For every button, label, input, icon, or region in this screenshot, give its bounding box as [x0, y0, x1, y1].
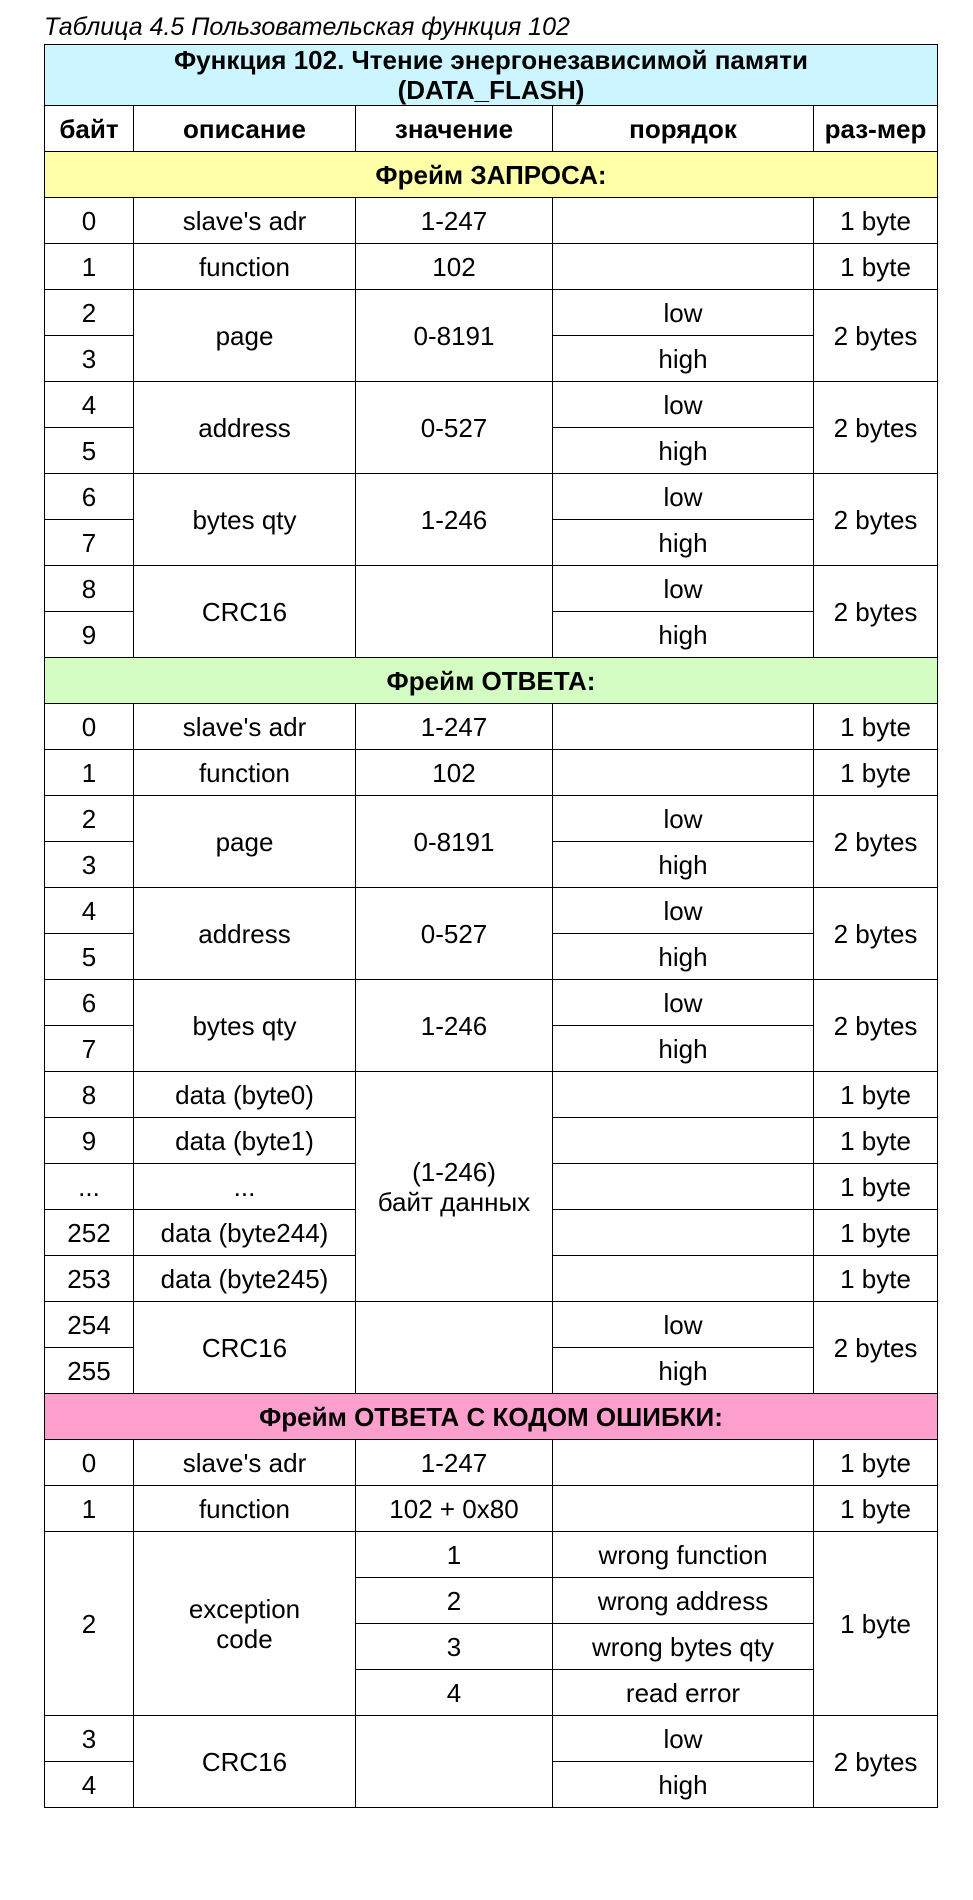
table-row — [45, 1486, 938, 1532]
byte-cell: 0 — [45, 1440, 134, 1486]
table-row — [45, 888, 938, 934]
value-cell: 0-8191 — [356, 796, 553, 888]
value-cell: 2 — [356, 1578, 553, 1624]
value-cell: 0-527 — [356, 382, 553, 474]
exception-code-cell — [134, 1532, 356, 1716]
table-row — [45, 198, 938, 244]
order-cell — [553, 198, 814, 244]
size-cell: 1 byte — [814, 198, 938, 244]
title-row — [45, 45, 938, 106]
byte-cell: 6 — [45, 980, 134, 1026]
size-cell: 2 bytes — [814, 382, 938, 474]
order-cell: low — [553, 382, 814, 428]
size-cell: 1 byte — [814, 1072, 938, 1118]
description-cell: data (byte245) — [134, 1256, 356, 1302]
value-cell: 1-246 — [356, 474, 553, 566]
table-row — [45, 1302, 938, 1348]
order-cell: high — [553, 934, 814, 980]
section-row-response — [45, 658, 938, 704]
header-row — [45, 106, 938, 152]
size-cell: 2 bytes — [814, 474, 938, 566]
title-line-1: Функция 102. Чтение энергонезависимой памяти — [173, 45, 809, 75]
value-cell — [356, 1716, 553, 1808]
byte-cell: 254 — [45, 1302, 134, 1348]
table-row — [45, 750, 938, 796]
value-cell: 102 + 0x80 — [356, 1486, 553, 1532]
table-row — [45, 474, 938, 520]
order-cell — [553, 1486, 814, 1532]
size-cell: 2 bytes — [814, 1302, 938, 1394]
order-cell: high — [553, 1348, 814, 1394]
exception-line-2: code — [216, 1623, 273, 1654]
table-row — [45, 1440, 938, 1486]
order-cell: high — [553, 520, 814, 566]
byte-cell: 6 — [45, 474, 134, 520]
size-cell: 2 bytes — [814, 980, 938, 1072]
size-cell: 1 byte — [814, 750, 938, 796]
order-cell: low — [553, 888, 814, 934]
order-cell: low — [553, 1302, 814, 1348]
table-row — [45, 704, 938, 750]
byte-cell: 0 — [45, 704, 134, 750]
byte-cell: 2 — [45, 796, 134, 842]
table-row — [45, 1072, 938, 1118]
data-value-line-2: байт данных — [377, 1186, 531, 1217]
table-row — [45, 566, 938, 612]
value-cell: 0-527 — [356, 888, 553, 980]
byte-cell: 2 — [45, 1532, 134, 1716]
header-byte: байт — [45, 106, 134, 152]
size-cell: 1 byte — [814, 1532, 938, 1716]
size-cell: 1 byte — [814, 1118, 938, 1164]
value-cell: 4 — [356, 1670, 553, 1716]
size-cell: 1 byte — [814, 1210, 938, 1256]
byte-cell: 5 — [45, 428, 134, 474]
header-value: значение — [356, 106, 553, 152]
size-cell: 1 byte — [814, 1486, 938, 1532]
description-cell: data (byte244) — [134, 1210, 356, 1256]
byte-cell: 1 — [45, 1486, 134, 1532]
description-cell: slave's adr — [134, 1440, 356, 1486]
value-cell — [356, 1302, 553, 1394]
value-cell: 1-247 — [356, 1440, 553, 1486]
order-cell — [553, 244, 814, 290]
byte-cell: 9 — [45, 612, 134, 658]
order-cell: wrong address — [553, 1578, 814, 1624]
order-cell: wrong bytes qty — [553, 1624, 814, 1670]
table-row — [45, 244, 938, 290]
description-cell: slave's adr — [134, 198, 356, 244]
section-row-error — [45, 1394, 938, 1440]
order-cell: low — [553, 1716, 814, 1762]
table-row — [45, 1532, 938, 1578]
byte-cell: 4 — [45, 1762, 134, 1808]
byte-cell: 3 — [45, 1716, 134, 1762]
value-cell: 3 — [356, 1624, 553, 1670]
order-cell — [553, 750, 814, 796]
description-cell: function — [134, 244, 356, 290]
table-title — [45, 45, 938, 106]
section-error-title: Фрейм ОТВЕТА С КОДОМ ОШИБКИ: — [45, 1394, 938, 1440]
description-cell: data (byte1) — [134, 1118, 356, 1164]
byte-cell: 8 — [45, 566, 134, 612]
byte-cell: 8 — [45, 1072, 134, 1118]
description-cell: function — [134, 750, 356, 796]
size-cell: 2 bytes — [814, 566, 938, 658]
byte-cell: 3 — [45, 842, 134, 888]
order-cell: high — [553, 428, 814, 474]
value-cell: 1-247 — [356, 198, 553, 244]
size-cell: 1 byte — [814, 1440, 938, 1486]
order-cell — [553, 1256, 814, 1302]
value-cell — [356, 566, 553, 658]
description-cell: ... — [134, 1164, 356, 1210]
order-cell: low — [553, 290, 814, 336]
section-row-request — [45, 152, 938, 198]
table-row — [45, 796, 938, 842]
data-value-cell — [356, 1072, 553, 1302]
exception-line-1: exception — [188, 1593, 301, 1624]
description-cell: page — [134, 796, 356, 888]
order-cell — [553, 1210, 814, 1256]
byte-cell: 9 — [45, 1118, 134, 1164]
order-cell: low — [553, 796, 814, 842]
header-description: описание — [134, 106, 356, 152]
table-row — [45, 1716, 938, 1762]
section-response-title: Фрейм ОТВЕТА: — [45, 658, 938, 704]
byte-cell: 1 — [45, 750, 134, 796]
order-cell: low — [553, 474, 814, 520]
order-cell — [553, 1072, 814, 1118]
order-cell — [553, 1118, 814, 1164]
size-cell: 1 byte — [814, 244, 938, 290]
byte-cell: 2 — [45, 290, 134, 336]
description-cell: address — [134, 888, 356, 980]
description-cell: CRC16 — [134, 1716, 356, 1808]
order-cell: high — [553, 612, 814, 658]
order-cell: wrong function — [553, 1532, 814, 1578]
order-cell: high — [553, 1762, 814, 1808]
size-cell: 2 bytes — [814, 888, 938, 980]
data-value-line-1: (1-246) — [412, 1156, 496, 1187]
description-cell: bytes qty — [134, 474, 356, 566]
size-cell: 2 bytes — [814, 290, 938, 382]
value-cell: 1-247 — [356, 704, 553, 750]
byte-cell: 7 — [45, 520, 134, 566]
value-cell: 1-246 — [356, 980, 553, 1072]
order-cell: high — [553, 842, 814, 888]
order-cell — [553, 1440, 814, 1486]
description-cell: address — [134, 382, 356, 474]
title-line-2: (DATA_FLASH) — [397, 75, 585, 105]
size-cell: 1 byte — [814, 704, 938, 750]
table-row — [45, 290, 938, 336]
size-cell: 2 bytes — [814, 796, 938, 888]
header-size: раз-мер — [814, 106, 938, 152]
byte-cell: 255 — [45, 1348, 134, 1394]
description-cell: function — [134, 1486, 356, 1532]
table-row — [45, 980, 938, 1026]
description-cell: slave's adr — [134, 704, 356, 750]
byte-cell: 0 — [45, 198, 134, 244]
order-cell — [553, 704, 814, 750]
byte-cell: 4 — [45, 888, 134, 934]
byte-cell: ... — [45, 1164, 134, 1210]
byte-cell: 252 — [45, 1210, 134, 1256]
description-cell: CRC16 — [134, 566, 356, 658]
table-caption: Таблица 4.5 Пользовательская функция 102 — [44, 13, 570, 41]
section-request-title: Фрейм ЗАПРОСА: — [45, 152, 938, 198]
description-cell: CRC16 — [134, 1302, 356, 1394]
value-cell: 1 — [356, 1532, 553, 1578]
value-cell: 0-8191 — [356, 290, 553, 382]
order-cell: read error — [553, 1670, 814, 1716]
value-cell: 102 — [356, 750, 553, 796]
header-order: порядок — [553, 106, 814, 152]
byte-cell: 7 — [45, 1026, 134, 1072]
size-cell: 2 bytes — [814, 1716, 938, 1808]
order-cell: low — [553, 566, 814, 612]
table-row — [45, 382, 938, 428]
value-cell: 102 — [356, 244, 553, 290]
order-cell — [553, 1164, 814, 1210]
byte-cell: 1 — [45, 244, 134, 290]
size-cell: 1 byte — [814, 1256, 938, 1302]
description-cell: bytes qty — [134, 980, 356, 1072]
order-cell: low — [553, 980, 814, 1026]
byte-cell: 253 — [45, 1256, 134, 1302]
description-cell: data (byte0) — [134, 1072, 356, 1118]
byte-cell: 4 — [45, 382, 134, 428]
byte-cell: 5 — [45, 934, 134, 980]
byte-cell: 3 — [45, 336, 134, 382]
function-table — [44, 44, 938, 1808]
order-cell: high — [553, 336, 814, 382]
size-cell: 1 byte — [814, 1164, 938, 1210]
description-cell: page — [134, 290, 356, 382]
order-cell: high — [553, 1026, 814, 1072]
